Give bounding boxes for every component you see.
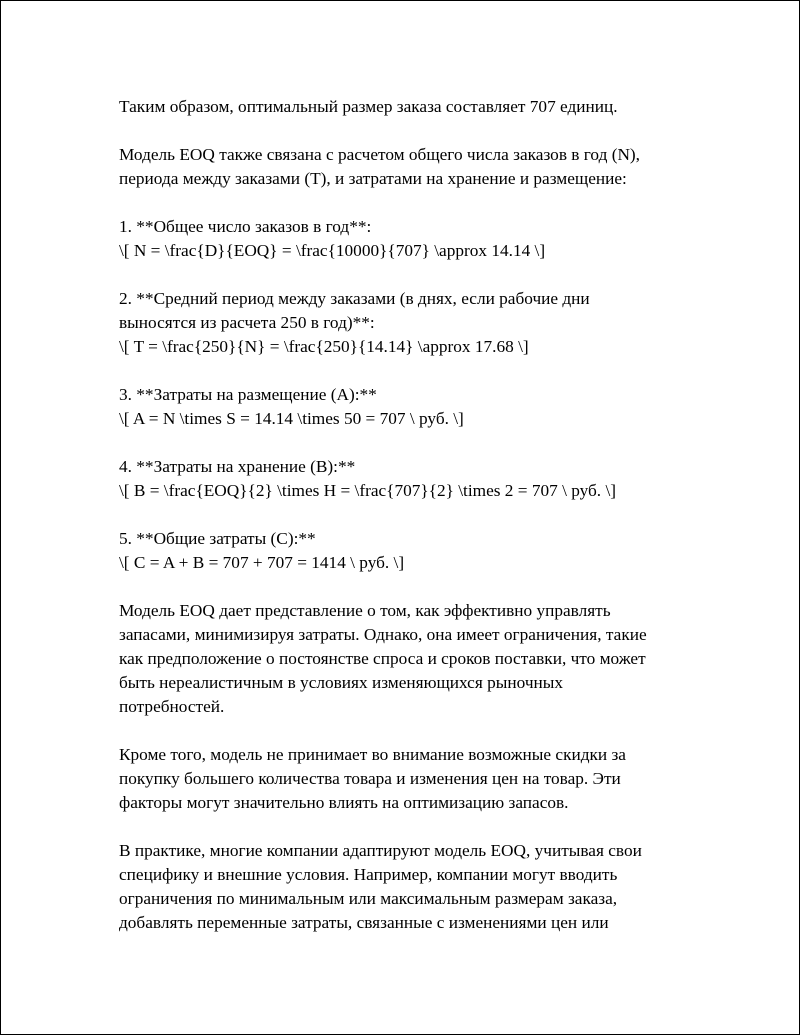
- paragraph-eoq-intro: [119, 143, 719, 191]
- text-line: В практике, многие компании адаптируют модель EOQ, учитывая свои: [119, 841, 642, 860]
- list-item-orders-count: [119, 215, 719, 263]
- list-item-order-period: [119, 287, 719, 359]
- text-line: Модель EOQ дает представление о том, как эффективно управлять: [119, 601, 611, 620]
- list-item-heading: выносятся из расчета 250 в год)**:: [119, 313, 375, 332]
- text-line: факторы могут значительно влиять на оптимизацию запасов.: [119, 793, 569, 812]
- text-line: Кроме того, модель не принимает во внимание возможные скидки за: [119, 745, 626, 764]
- list-item-placement-costs: [119, 383, 719, 431]
- list-item-storage-costs: [119, 455, 719, 503]
- formula-line: \[ N = \frac{D}{EOQ} = \frac{10000}{707} \approx 14.14 \]: [119, 241, 546, 260]
- text-line: запасами, минимизируя затраты. Однако, она имеет ограничения, такие: [119, 625, 647, 644]
- paragraph-discounts: [119, 743, 719, 815]
- text-line: потребностей.: [119, 697, 225, 716]
- text-line: специфику и внешние условия. Например, компании могут вводить: [119, 865, 618, 884]
- paragraph-conclusion: [119, 95, 719, 119]
- formula-line: \[ A = N \times S = 14.14 \times 50 = 707 \ руб. \]: [119, 409, 464, 428]
- text-line: покупку большего количества товара и изменения цен на товар. Эти: [119, 769, 621, 788]
- text-line: быть нереалистичным в условиях изменяющихся рыночных: [119, 673, 564, 692]
- list-item-heading: 1. **Общее число заказов в год**:: [119, 217, 372, 236]
- paragraph-practice: [119, 839, 719, 935]
- text-line: периода между заказами (T), и затратами на хранение и размещение:: [119, 169, 627, 188]
- text-line: ограничения по минимальным или максимальным размерам заказа,: [119, 889, 618, 908]
- formula-line: \[ B = \frac{EOQ}{2} \times H = \frac{707}{2} \times 2 = 707 \ руб. \]: [119, 481, 617, 500]
- text-line: Модель EOQ также связана с расчетом общего числа заказов в год (N),: [119, 145, 641, 164]
- text-line: добавлять переменные затраты, связанные с изменениями цен или: [119, 913, 609, 932]
- paragraph-eoq-limitations: [119, 599, 719, 719]
- list-item-heading: 4. **Затраты на хранение (B):**: [119, 457, 356, 476]
- text-line: как предположение о постоянстве спроса и сроков поставки, что может: [119, 649, 646, 668]
- formula-line: \[ C = A + B = 707 + 707 = 1414 \ руб. \]: [119, 553, 405, 572]
- formula-line: \[ T = \frac{250}{N} = \frac{250}{14.14} \approx 17.68 \]: [119, 337, 529, 356]
- document-body: [119, 95, 719, 959]
- list-item-heading: 3. **Затраты на размещение (A):**: [119, 385, 377, 404]
- list-item-heading: 5. **Общие затраты (C):**: [119, 529, 316, 548]
- list-item-heading: 2. **Средний период между заказами (в днях, если рабочие дни: [119, 289, 590, 308]
- list-item-total-costs: [119, 527, 719, 575]
- text-line: Таким образом, оптимальный размер заказа составляет 707 единиц.: [119, 97, 618, 116]
